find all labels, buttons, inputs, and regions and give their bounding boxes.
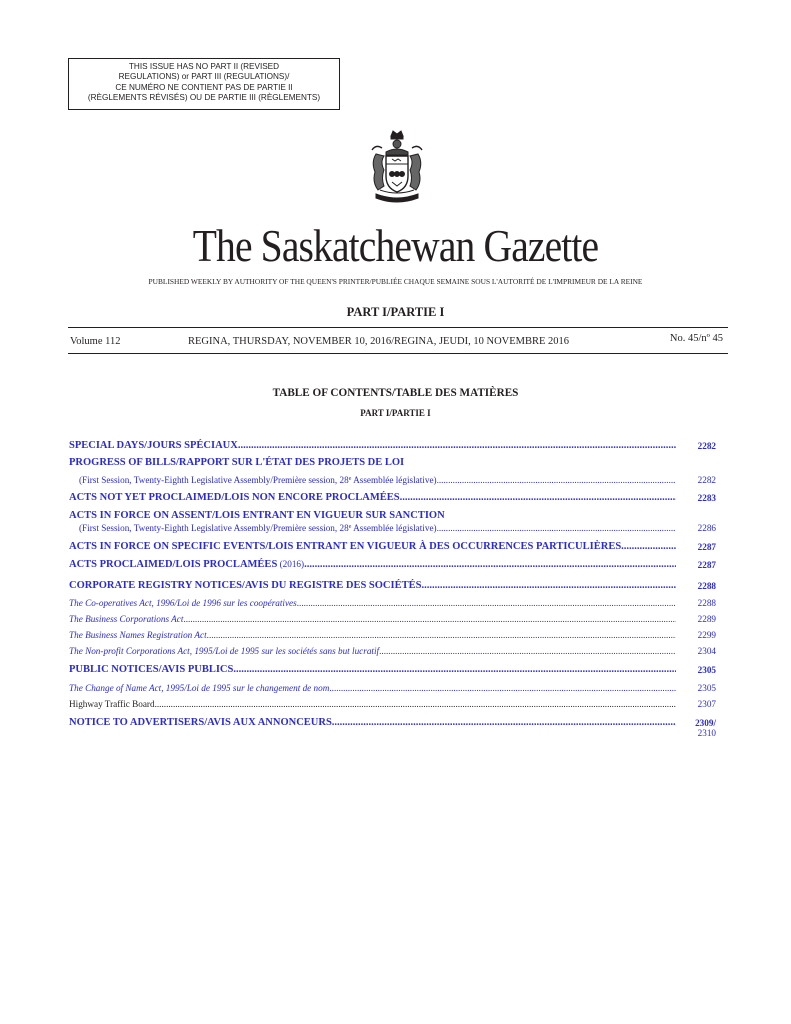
toc-entry-notice-to-advertisers[interactable]: NOTICE TO ADVERTISERS/AVIS AUX ANNONCEURS ..... 2309/ <box>69 717 716 728</box>
issue-date: REGINA, THURSDAY, NOVEMBER 10, 2016/REGINA, JEUDI, 10 NOVEMBRE 2016 <box>188 336 570 347</box>
header-rule-top <box>68 327 728 328</box>
part-heading: PART I/PARTIE I <box>346 305 445 319</box>
publication-authority-line: PUBLISHED WEEKLY BY AUTHORITY OF THE QUEEN'S PRINTER/PUBLIÉE CHAQUE SEMAINE SOUS L'AUTORITÉ DE L'IMPRIMEUR DE LA REINE <box>148 277 643 286</box>
toc-entry-notice-to-advertisers-page-end: 2310 <box>697 728 716 738</box>
toc-entry-corporate-registry-notices[interactable]: CORPORATE REGISTRY NOTICES/AVIS DU REGISTRE DES SOCIÉTÉS ..... 2288 <box>69 580 716 591</box>
gazette-title: The Saskatchewan Gazette <box>192 220 599 271</box>
toc-entry-acts-in-force-session[interactable]: (First Session, Twenty-Eighth Legislative Assembly/Première session, 28e Assemblée législative) ..... 2286 <box>69 523 716 533</box>
no-part-ii-iii-notice <box>68 58 340 110</box>
saskatchewan-coat-of-arms-icon <box>362 128 432 208</box>
toc-entry-progress-of-bills-session[interactable]: (First Session, Twenty-Eighth Legislative Assembly/Première session, 28e Assemblée législative) ..... 2282 <box>69 475 716 485</box>
toc-entry-co-operatives-act[interactable]: The Co-operatives Act, 1996/Loi de 1996 sur les coopératives ..... 2288 <box>69 598 716 608</box>
toc-entry-special-days[interactable]: SPECIAL DAYS/JOURS SPÉCIAUX ..... 2282 <box>69 440 716 451</box>
toc-entry-acts-proclaimed[interactable]: ACTS PROCLAIMED/LOIS PROCLAMÉES (2016) ..... 2287 <box>69 559 716 570</box>
toc-entry-public-notices[interactable]: PUBLIC NOTICES/AVIS PUBLICS ..... 2305 <box>69 664 716 675</box>
toc-entry-acts-in-force-specific-events[interactable]: ACTS IN FORCE ON SPECIFIC EVENTS/LOIS ENTRANT EN VIGUEUR À DES OCCURRENCES PARTICULIÈRES ..... 2287 <box>69 541 716 552</box>
toc-entry-change-of-name-act[interactable]: The Change of Name Act, 1995/Loi de 1995 sur le changement de nom ..... 2305 <box>69 683 716 693</box>
toc-heading-acts-in-force-on-assent[interactable]: ACTS IN FORCE ON ASSENT/LOIS ENTRANT EN VIGUEUR SUR SANCTION <box>69 510 445 521</box>
notice-line: CE NUMÉRO NE CONTIENT PAS DE PARTIE II <box>115 82 293 92</box>
notice-line: THIS ISSUE HAS NO PART II (REVISED <box>128 62 280 71</box>
notice-line: (RÈGLEMENTS RÉVISÉS) OU DE PARTIE III (RÈGLEMENTS) <box>87 93 321 103</box>
toc-title: TABLE OF CONTENTS/TABLE DES MATIÈRES <box>272 387 519 399</box>
toc-entry-non-profit-corporations-act[interactable]: The Non-profit Corporations Act, 1995/Loi de 1995 sur les sociétés sans but lucratif ..... 2304 <box>69 646 716 656</box>
toc-entry-business-corporations-act[interactable]: The Business Corporations Act ..... 2289 <box>69 614 716 624</box>
toc-heading-progress-of-bills[interactable]: PROGRESS OF BILLS/RAPPORT SUR L'ÉTAT DES PROJETS DE LOI <box>69 457 405 468</box>
issue-number: No. 45/nº 45 <box>669 333 723 344</box>
toc-entry-highway-traffic-board: Highway Traffic Board ..... 2307 <box>69 699 716 709</box>
toc-entry-acts-not-yet-proclaimed[interactable]: ACTS NOT YET PROCLAIMED/LOIS NON ENCORE PROCLAMÉES ..... 2283 <box>69 492 716 503</box>
header-rule-bottom <box>68 353 728 354</box>
toc-entry-business-names-registration-act[interactable]: The Business Names Registration Act ..... 2299 <box>69 630 716 640</box>
volume-label: Volume 112 <box>70 336 121 347</box>
toc-subtitle: PART I/PARTIE I <box>360 408 431 418</box>
notice-line: REGULATIONS) or PART III (REGULATIONS)/ <box>118 72 290 82</box>
